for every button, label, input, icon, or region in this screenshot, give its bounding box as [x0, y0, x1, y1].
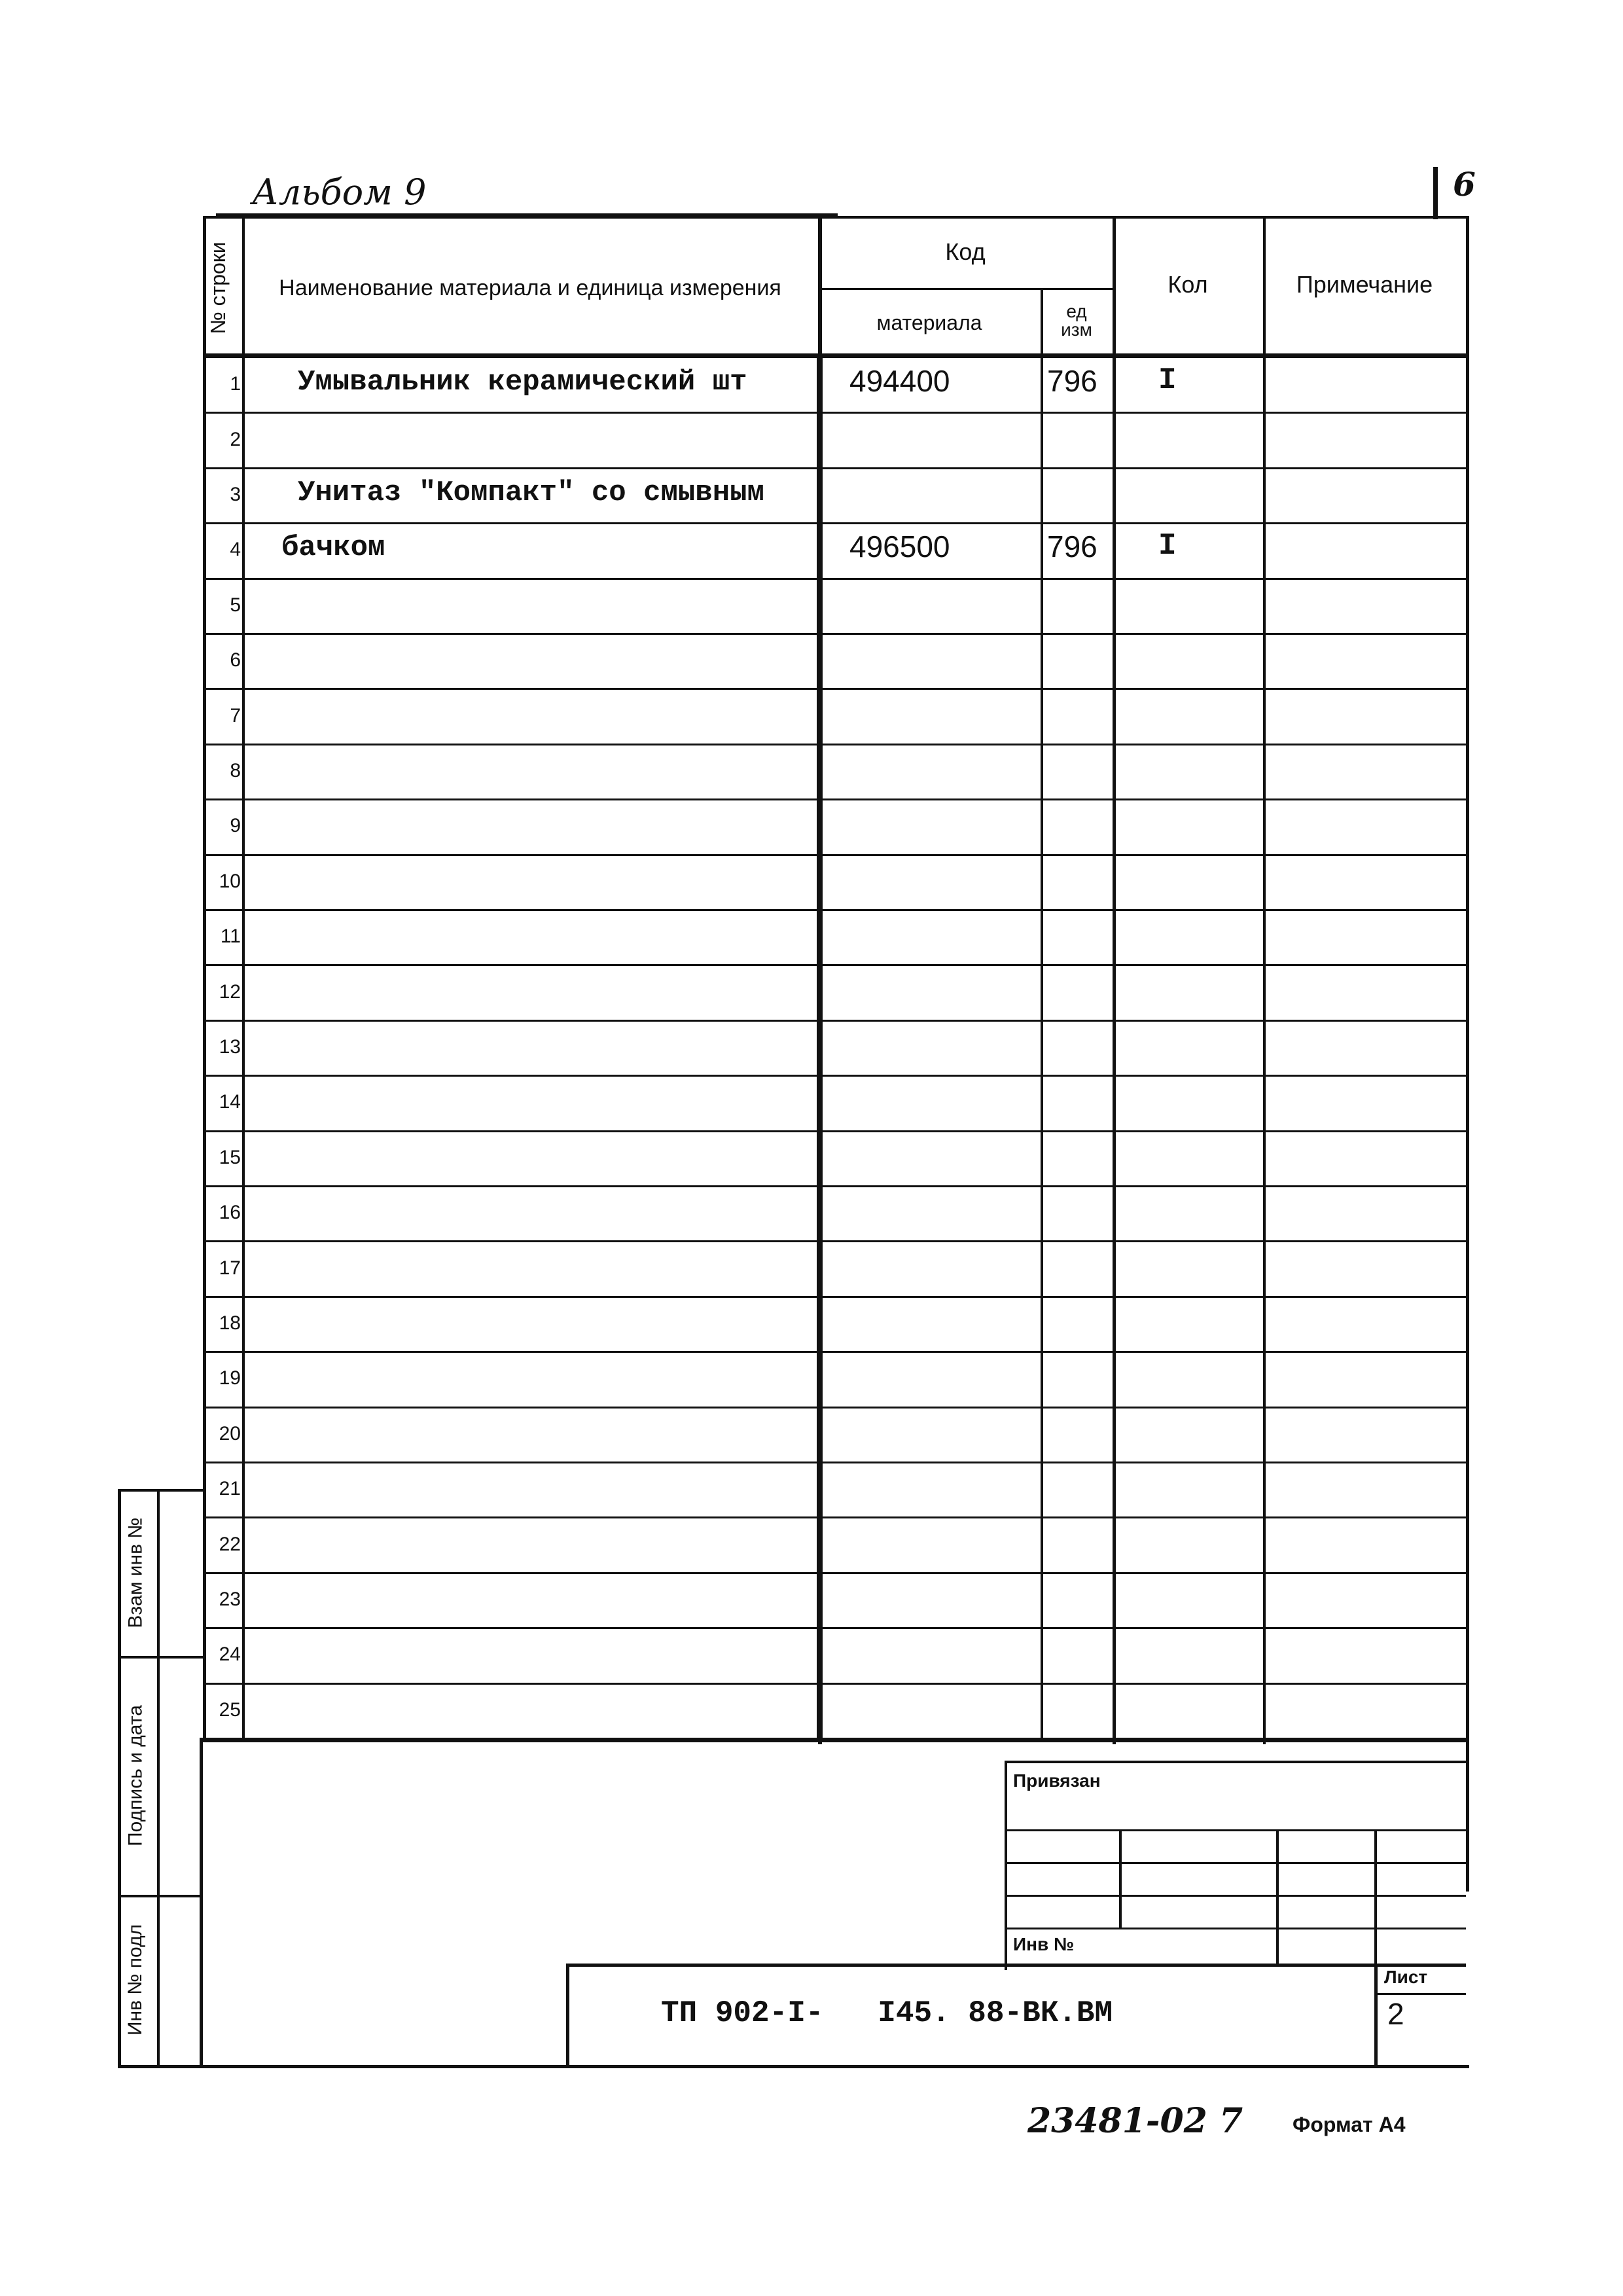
row-line	[203, 1407, 1469, 1408]
title-sheet-no: 2	[1387, 1997, 1404, 2031]
row-line	[203, 798, 1469, 800]
header-bottom-rule	[203, 353, 1469, 358]
col-divider-note	[1263, 216, 1266, 1744]
row-number: 12	[219, 980, 241, 1003]
row-line	[203, 412, 1469, 414]
page-bottom-border	[118, 2065, 1469, 2068]
row-line	[203, 854, 1469, 856]
designation-top	[566, 1964, 1466, 1967]
album-label: Альбом 9	[252, 171, 427, 213]
row-line	[203, 1516, 1469, 1518]
row-number: 3	[230, 483, 241, 505]
row-line	[203, 964, 1469, 966]
row-line	[203, 1683, 1469, 1685]
row-line	[203, 1240, 1469, 1242]
row-qty: I	[1158, 363, 1177, 397]
header-row-no: № строки	[206, 242, 230, 334]
privyazan-left	[1005, 1761, 1007, 1970]
row-number: 6	[230, 649, 241, 672]
row-qty: I	[1158, 529, 1177, 564]
row-line	[203, 578, 1469, 580]
row-code: 496500	[849, 529, 950, 564]
stamp-vzam: Взам инв №	[124, 1516, 146, 1628]
row-number: 14	[219, 1091, 241, 1113]
row-number: 23	[219, 1588, 241, 1610]
row-number: 9	[230, 815, 241, 837]
row-line	[203, 1738, 1469, 1742]
row-line	[203, 467, 1469, 469]
header-code-unit: ед изм	[1061, 301, 1092, 340]
row-number: 20	[219, 1422, 241, 1444]
row-number: 8	[230, 759, 241, 781]
col-divider-unit	[1041, 288, 1043, 1738]
row-number: 19	[219, 1367, 241, 1390]
sheet-left	[1374, 1964, 1378, 2068]
title-inv-no: Инв №	[1013, 1934, 1075, 1954]
row-number: 4	[230, 539, 241, 561]
row-number: 13	[219, 1035, 241, 1058]
row-line	[203, 1572, 1469, 1574]
row-number: 10	[219, 870, 241, 892]
row-line	[203, 522, 1469, 524]
privyazan-col-1	[1119, 1829, 1122, 1928]
row-number: 25	[219, 1698, 241, 1721]
stamp-podpis: Подпись и дата	[124, 1704, 146, 1846]
row-number: 24	[219, 1643, 241, 1666]
header-name: Наименование материала и единица измерения	[279, 276, 781, 300]
row-name: Унитаз "Компакт" со смывным	[298, 476, 764, 509]
header-qty: Кол	[1168, 271, 1208, 298]
row-line	[203, 1627, 1469, 1629]
row-number: 22	[219, 1533, 241, 1555]
privyazan-col-2	[1276, 1829, 1279, 1964]
privyazan-grid-4	[1005, 1928, 1466, 1929]
title-left-border	[200, 1738, 203, 2068]
row-name: бачком	[281, 531, 385, 565]
page-number-tick	[1433, 167, 1438, 219]
row-number: 21	[219, 1478, 241, 1500]
row-name: Умывальник керамический шт	[298, 366, 747, 399]
row-number: 16	[219, 1202, 241, 1224]
privyazan-grid-2	[1005, 1862, 1466, 1864]
row-number: 1	[230, 373, 241, 395]
row-line	[203, 1351, 1469, 1353]
row-number: 2	[230, 428, 241, 450]
footer-format: Формат А4	[1293, 2113, 1406, 2136]
title-designation: ТП 902-I- I45. 88-ВК.ВМ	[661, 1996, 1113, 2030]
header-note: Примечание	[1296, 271, 1433, 298]
row-unit: 796	[1047, 364, 1097, 398]
row-line	[203, 1075, 1469, 1077]
row-line	[203, 744, 1469, 745]
title-sheet-label: Лист	[1384, 1967, 1428, 1987]
privyazan-top	[1005, 1761, 1466, 1763]
row-number: 7	[230, 704, 241, 726]
footer-number: 23481-02 7	[1027, 2101, 1243, 2141]
code-thick-border	[817, 357, 823, 1741]
row-line	[203, 1462, 1469, 1463]
row-number: 5	[230, 594, 241, 616]
privyazan-col-3	[1374, 1829, 1377, 1964]
row-line	[203, 633, 1469, 635]
row-number: 15	[219, 1146, 241, 1168]
sheet-divider	[1374, 1993, 1466, 1995]
title-privyazan: Привязан	[1013, 1770, 1101, 1791]
row-line	[203, 1020, 1469, 1022]
stamp-inv_podl: Инв № подл	[124, 1924, 146, 2036]
row-number: 18	[219, 1312, 241, 1334]
designation-left	[566, 1964, 569, 2068]
row-line	[203, 1130, 1469, 1132]
row-unit: 796	[1047, 529, 1097, 564]
page-number: 6	[1453, 165, 1476, 204]
stamp-inner-line	[157, 1489, 160, 2065]
row-line	[203, 1296, 1469, 1298]
row-line	[203, 909, 1469, 911]
row-line	[203, 688, 1469, 690]
row-code: 494400	[849, 364, 950, 398]
privyazan-grid-1	[1005, 1829, 1466, 1831]
stamp-outer-left	[118, 1489, 121, 2065]
row-line	[203, 1185, 1469, 1187]
header-code-material: материала	[876, 310, 982, 334]
privyazan-grid-3	[1005, 1895, 1466, 1897]
row-number: 11	[220, 925, 241, 948]
header-code: Код	[945, 238, 986, 265]
col-divider-qty	[1113, 216, 1116, 1744]
row-number: 17	[219, 1257, 241, 1279]
